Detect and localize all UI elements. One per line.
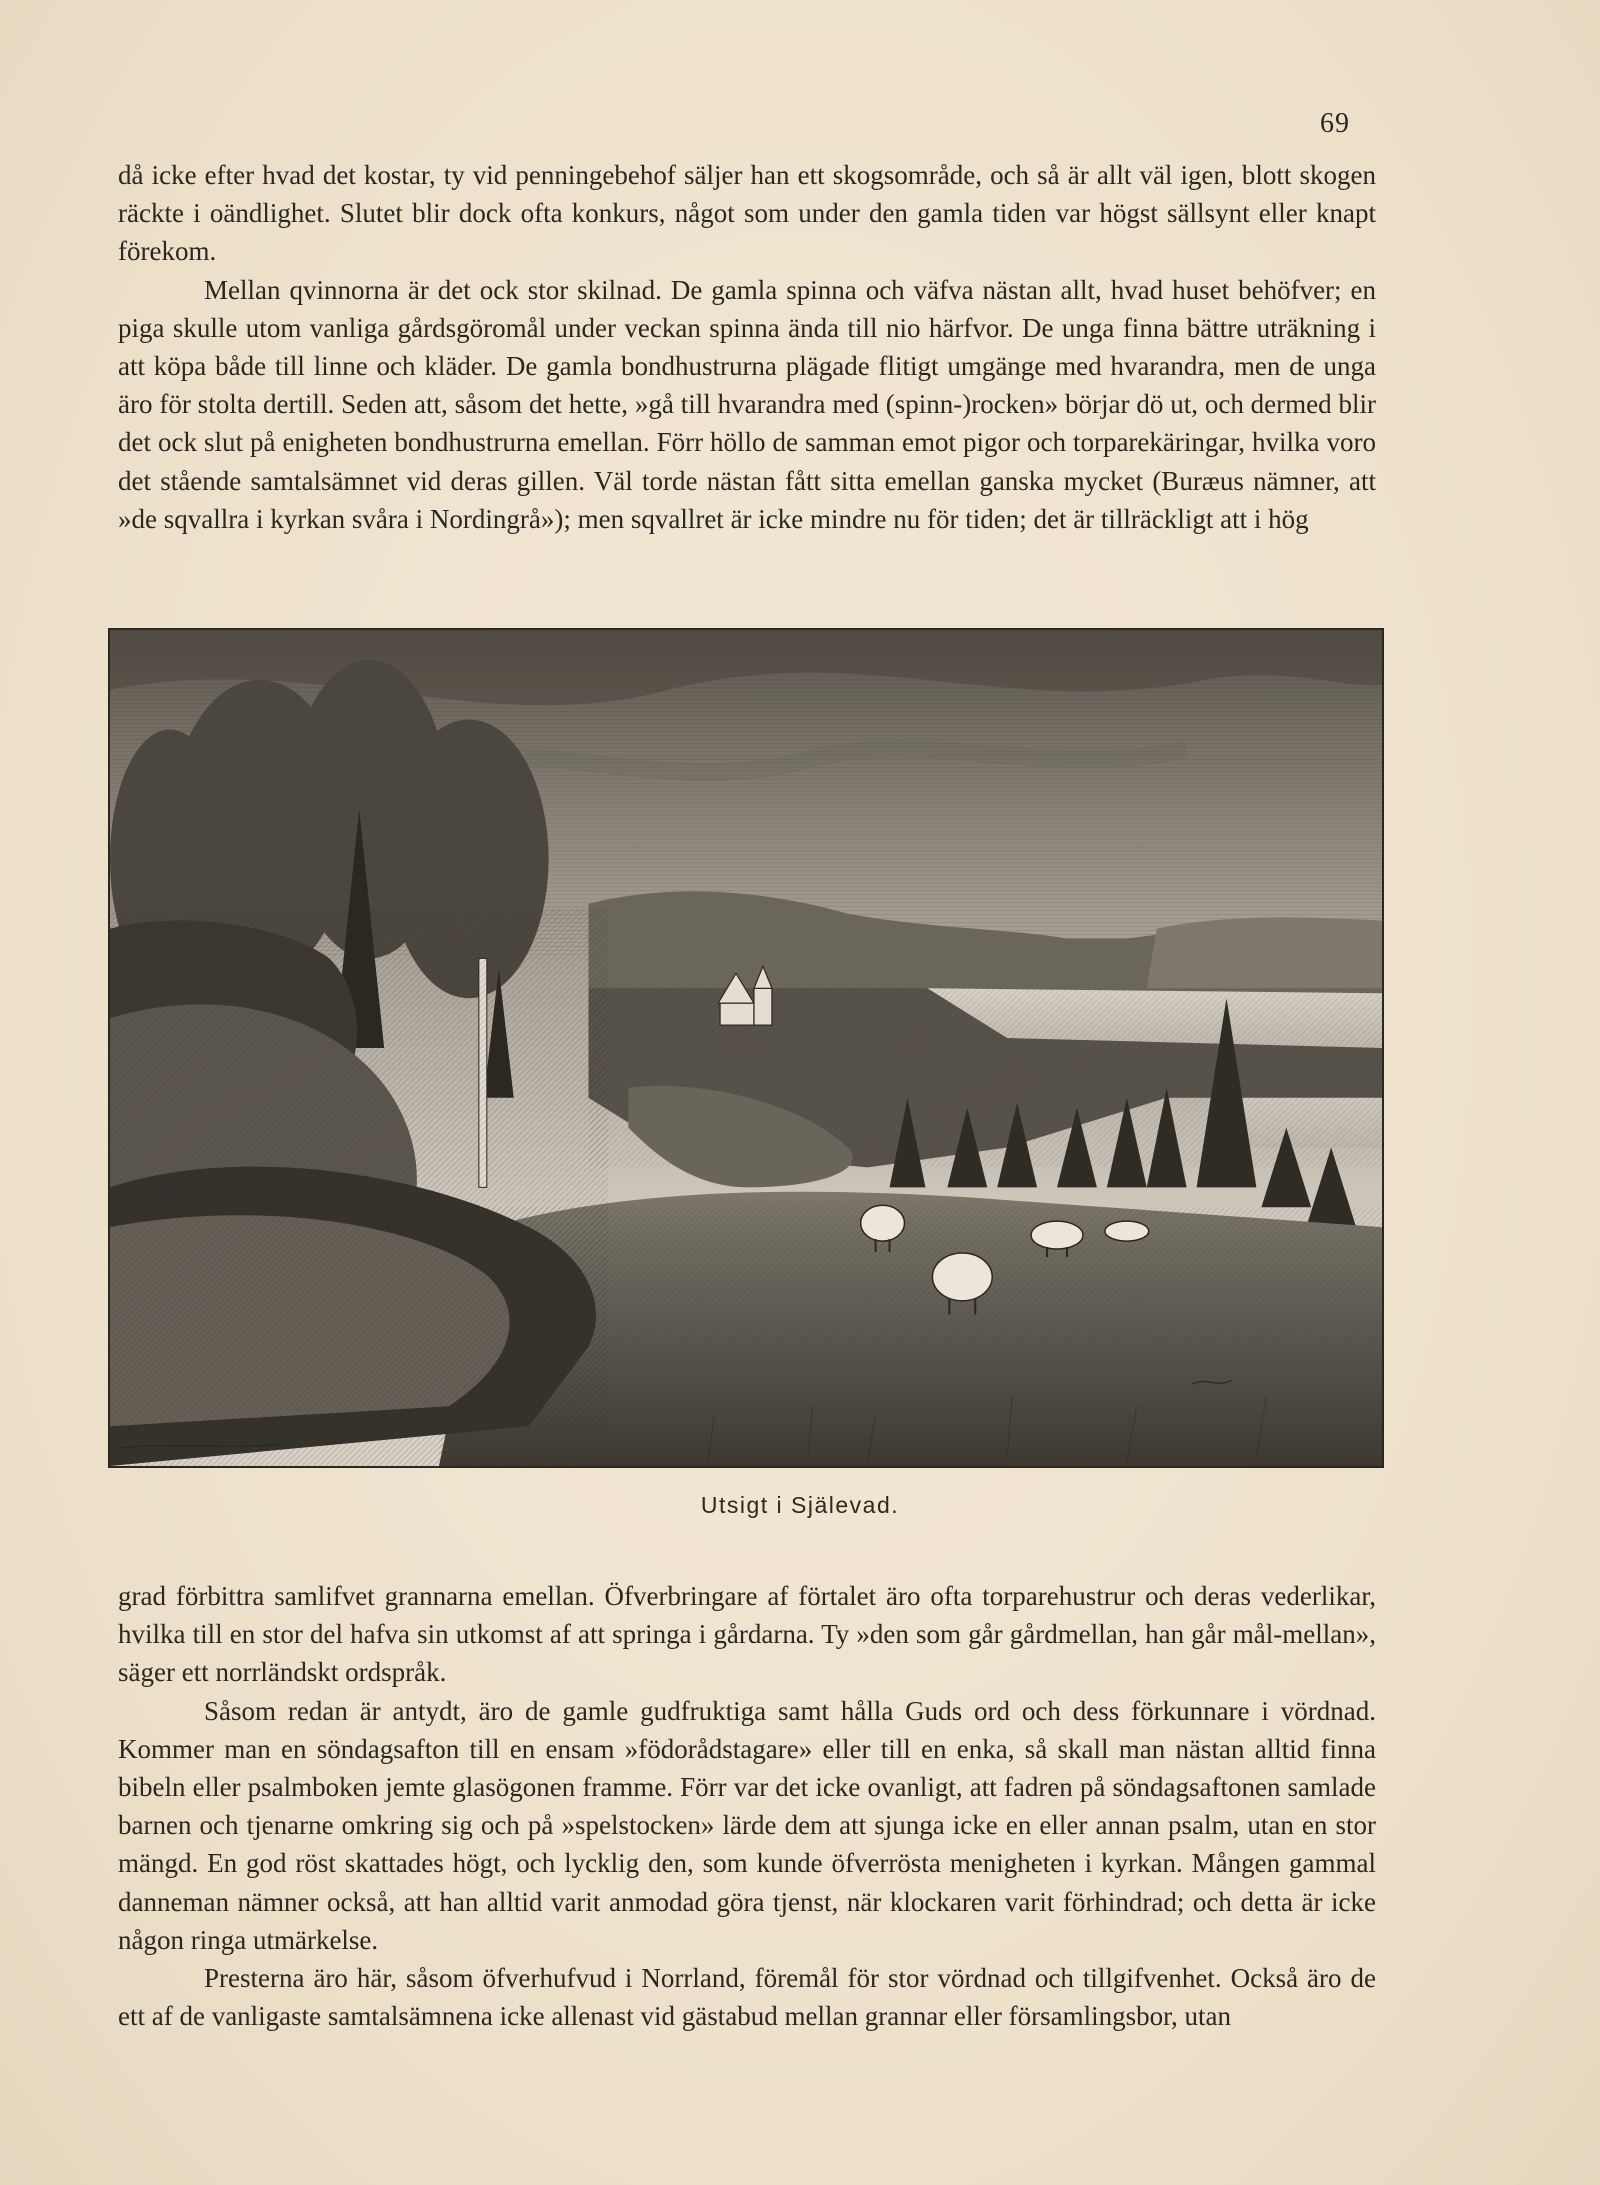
paragraph: Mellan qvinnorna är det ock stor skilnad. De gamla spinna och väfva nästan allt, hvad huset behöfver; en piga skulle utom vanliga gårdsgöromål under veckan spinna ända till nio härfvor. De unga finna bättre uträkning i att köpa både till linne och kläder. De gamla bondhustrurna plägade flitigt umgänge med hvarandra, men de unga äro för stolta dertill. Seden att, såsom det hette, »gå till hvarandra med (spinn-)rocken» börjar dö ut, och dermed blir det ock slut på enigheten bondhustrurna emellan. Förr höllo de samman emot pigor och torparekäringar, hvilka voro det stående samtalsämnet vid deras gillen. Väl torde nästan fått sitta emellan ganska mycket (Buræus nämner, att »de sqvallra i kyrkan svåra i Nordingrå»); men sqvallret är icke mindre nu för tiden; det är tillräckligt att i hög xyxy=(118,274,1376,534)
top-text-block xyxy=(118,156,1376,538)
paragraph: då icke efter hvad det kostar, ty vid penningebehof säljer han ett skogsområde, och så är allt väl igen, blott skogen räckte i oändlighet. Slutet blir dock ofta konkurs, något som under den gamla tiden var högst sällsynt eller knapt förekom. xyxy=(118,160,1376,267)
paragraph: grad förbittra samlifvet grannarna emellan. Öfverbringare af förtalet äro ofta torparehustrur och deras vederlikar, hvilka till en stor del hafva sin utkomst af att springa i gårdarna. Ty »den som går gårdmellan, han går mål-mellan», säger ett norrländskt ordspråk. xyxy=(118,1581,1376,1688)
paragraph: Presterna äro här, såsom öfverhufvud i Norrland, föremål för stor vördnad och tillgifvenhet. Också äro de ett af de vanligaste samtalsämnena icke allenast vid gästabud mellan grannar eller församlingsbor, utan xyxy=(118,1963,1376,2032)
landscape-engraving-image xyxy=(110,630,1382,1466)
figure-caption: Utsigt i Själevad. xyxy=(700,1492,900,1518)
engraving-illustration xyxy=(108,628,1384,1468)
page-number: 69 xyxy=(1320,108,1350,139)
paragraph: Såsom redan är antydt, äro de gamle gudfruktiga samt hålla Guds ord och dess förkunnare i vördnad. Kommer man en söndagsafton till en ensam »födorådstagare» eller till en enka, så skall man nästan alltid finna bibeln eller psalmboken jemte glasögonen framme. Förr var det icke ovanligt, att fadren på söndagsaftonen samlade barnen och tjenarne omkring sig och på »spelstocken» lärde dem att sjunga icke en eller annan psalm, utan en stor mängd. En god röst skattades högt, och lycklig den, som kunde öfverrösta menigheten i kyrkan. Mången gammal danneman nämner också, att han alltid varit anmodad göra tjenst, när klockaren varit förhindrad; och detta är icke någon ringa utmärkelse. xyxy=(118,1695,1376,1955)
bottom-text-block xyxy=(118,1577,1376,2035)
